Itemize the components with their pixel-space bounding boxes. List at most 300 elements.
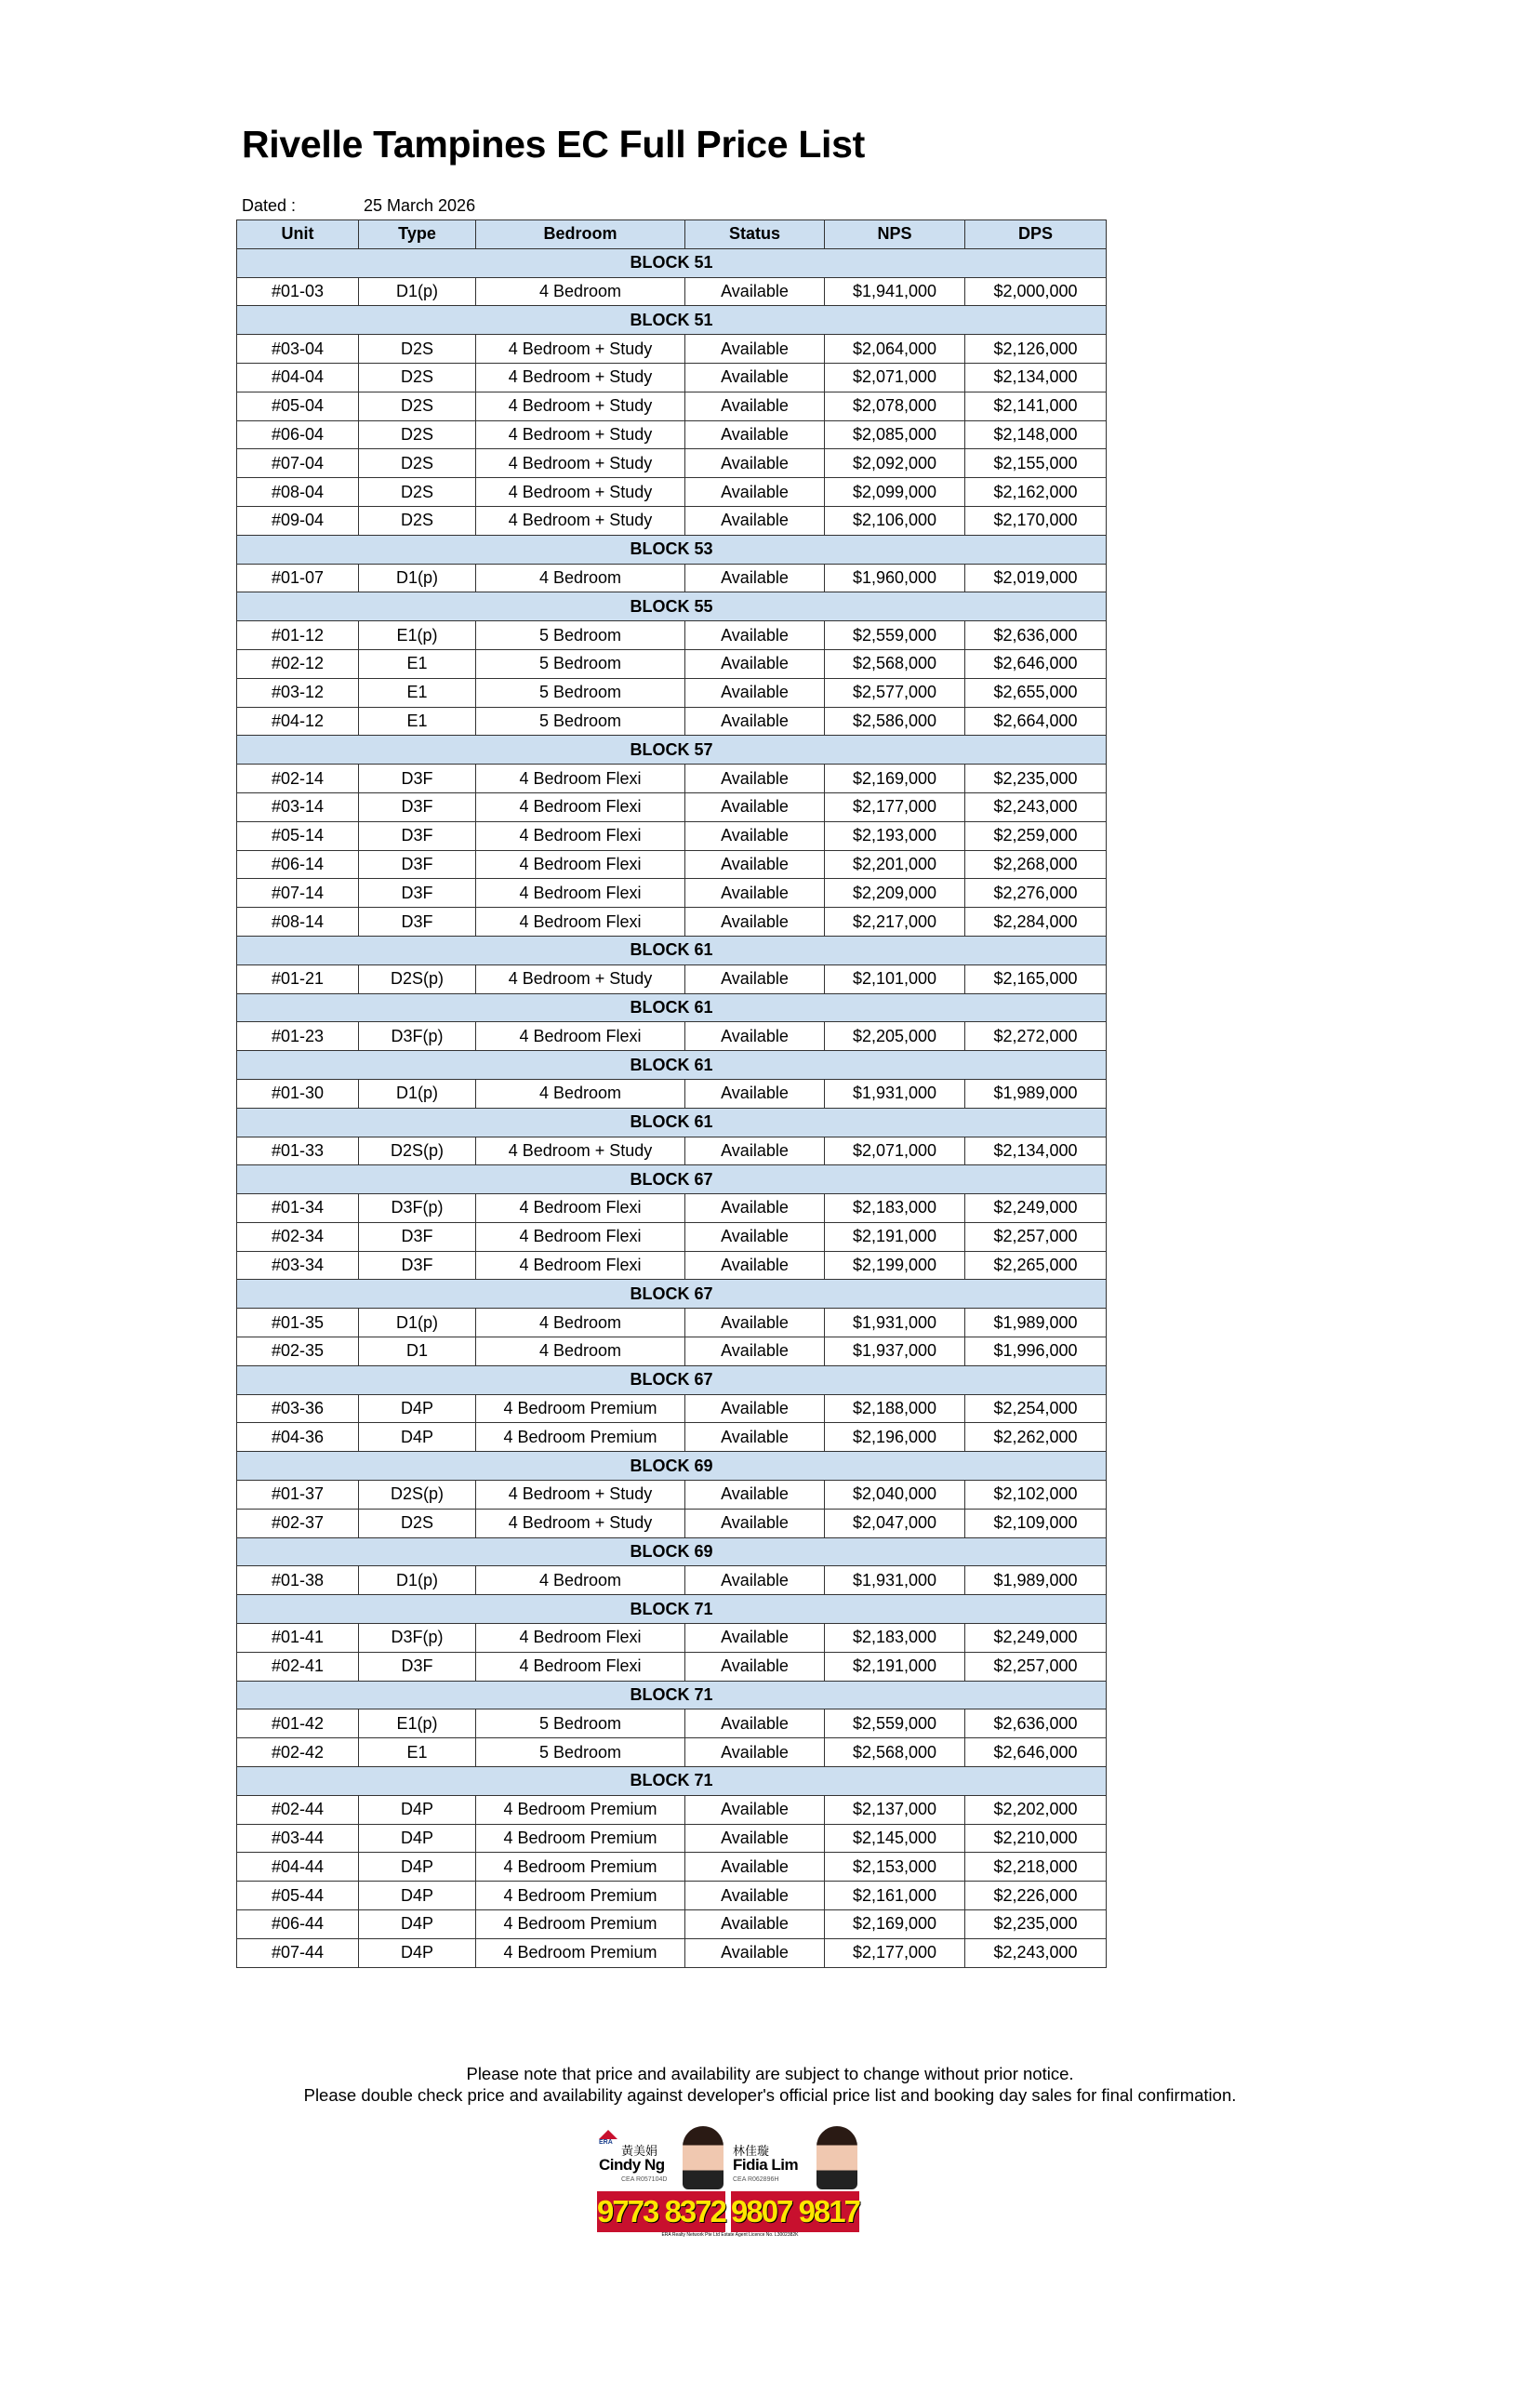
cell-nps: $2,092,000 (825, 449, 965, 478)
table-row (237, 420, 1107, 449)
disclaimer-line: Please note that price and availability are subject to change without prior notice. (466, 2064, 1074, 2083)
block-header-row (237, 1280, 1107, 1309)
block-header-row (237, 1108, 1107, 1137)
cell-type: E1 (359, 678, 476, 707)
cell-type: D1(p) (359, 1079, 476, 1108)
dated-line (242, 196, 475, 216)
cell-bedroom: 4 Bedroom Flexi (476, 908, 685, 937)
cell-status: Available (685, 1481, 825, 1510)
table-row (237, 678, 1107, 707)
cell-type: D2S (359, 363, 476, 392)
cell-status: Available (685, 420, 825, 449)
table-row (237, 1509, 1107, 1537)
cell-unit: #03-12 (237, 678, 359, 707)
cell-unit: #07-04 (237, 449, 359, 478)
cell-unit: #03-44 (237, 1824, 359, 1853)
cell-nps: $1,960,000 (825, 564, 965, 592)
block-label: BLOCK 61 (237, 936, 1107, 964)
block-header-row (237, 736, 1107, 765)
cell-type: E1 (359, 707, 476, 736)
cell-dps: $1,989,000 (965, 1566, 1107, 1595)
cell-dps: $2,254,000 (965, 1394, 1107, 1423)
table-row (237, 850, 1107, 879)
disclaimer-line: Please double check price and availability against developer's official price list and booking day sales for final confirmation. (303, 2085, 1237, 2105)
table-row (237, 1251, 1107, 1280)
cell-nps: $2,071,000 (825, 1137, 965, 1165)
cell-nps: $2,199,000 (825, 1251, 965, 1280)
cell-dps: $2,210,000 (965, 1824, 1107, 1853)
cell-type: D1(p) (359, 1309, 476, 1337)
cell-unit: #01-30 (237, 1079, 359, 1108)
cell-status: Available (685, 1137, 825, 1165)
cell-bedroom: 4 Bedroom Flexi (476, 1624, 685, 1653)
cell-type: D2S (359, 1509, 476, 1537)
cell-bedroom: 4 Bedroom Premium (476, 1910, 685, 1939)
table-row (237, 765, 1107, 793)
cell-type: E1(p) (359, 621, 476, 650)
cell-nps: $2,177,000 (825, 1938, 965, 1967)
block-label: BLOCK 71 (237, 1767, 1107, 1796)
table-row (237, 1394, 1107, 1423)
cell-dps: $2,134,000 (965, 363, 1107, 392)
cell-status: Available (685, 707, 825, 736)
cell-status: Available (685, 1309, 825, 1337)
cell-status: Available (685, 1079, 825, 1108)
cell-dps: $2,134,000 (965, 1137, 1107, 1165)
cell-nps: $2,201,000 (825, 850, 965, 879)
cell-bedroom: 4 Bedroom (476, 564, 685, 592)
cell-unit: #03-04 (237, 335, 359, 364)
cell-dps: $2,218,000 (965, 1853, 1107, 1882)
cell-bedroom: 5 Bedroom (476, 678, 685, 707)
cell-nps: $1,931,000 (825, 1309, 965, 1337)
block-header-row (237, 592, 1107, 621)
block-label: BLOCK 57 (237, 736, 1107, 765)
table-row (237, 1022, 1107, 1051)
cell-dps: $2,165,000 (965, 964, 1107, 993)
cell-unit: #01-21 (237, 964, 359, 993)
cell-nps: $2,196,000 (825, 1423, 965, 1452)
cell-status: Available (685, 449, 825, 478)
block-header-row (237, 1051, 1107, 1080)
cell-unit: #04-36 (237, 1423, 359, 1452)
cell-nps: $2,145,000 (825, 1824, 965, 1853)
block-header-row (237, 1595, 1107, 1624)
table-row (237, 1624, 1107, 1653)
cell-type: D3F (359, 792, 476, 821)
cell-unit: #01-38 (237, 1566, 359, 1595)
cell-bedroom: 4 Bedroom Premium (476, 1824, 685, 1853)
cell-type: D2S(p) (359, 964, 476, 993)
cell-bedroom: 4 Bedroom Premium (476, 1423, 685, 1452)
cell-type: D2S (359, 478, 476, 507)
cell-dps: $2,257,000 (965, 1652, 1107, 1681)
dated-label: Dated : (242, 196, 297, 215)
cell-nps: $2,183,000 (825, 1624, 965, 1653)
cell-nps: $2,169,000 (825, 765, 965, 793)
block-label: BLOCK 53 (237, 535, 1107, 564)
cell-dps: $2,272,000 (965, 1022, 1107, 1051)
agent-name: Cindy Ng (599, 2156, 665, 2174)
cell-nps: $2,559,000 (825, 621, 965, 650)
cell-unit: #02-12 (237, 649, 359, 678)
cell-bedroom: 4 Bedroom Flexi (476, 792, 685, 821)
cell-dps: $2,148,000 (965, 420, 1107, 449)
cell-type: D3F (359, 879, 476, 908)
cell-dps: $2,262,000 (965, 1423, 1107, 1452)
cell-unit: #01-07 (237, 564, 359, 592)
cell-nps: $2,064,000 (825, 335, 965, 364)
cell-type: D2S (359, 420, 476, 449)
cell-unit: #04-12 (237, 707, 359, 736)
table-row (237, 964, 1107, 993)
cell-status: Available (685, 821, 825, 850)
cell-dps: $2,276,000 (965, 879, 1107, 908)
cell-status: Available (685, 363, 825, 392)
cell-status: Available (685, 1738, 825, 1767)
cell-dps: $2,155,000 (965, 449, 1107, 478)
cell-dps: $2,284,000 (965, 908, 1107, 937)
cell-dps: $2,170,000 (965, 506, 1107, 535)
cell-unit: #01-33 (237, 1137, 359, 1165)
cell-unit: #01-42 (237, 1709, 359, 1738)
cell-status: Available (685, 335, 825, 364)
cell-bedroom: 5 Bedroom (476, 621, 685, 650)
block-label: BLOCK 71 (237, 1595, 1107, 1624)
cell-unit: #02-42 (237, 1738, 359, 1767)
cell-type: D2S(p) (359, 1137, 476, 1165)
cell-status: Available (685, 1509, 825, 1537)
cell-status: Available (685, 765, 825, 793)
cell-bedroom: 4 Bedroom Premium (476, 1795, 685, 1824)
cell-status: Available (685, 1824, 825, 1853)
table-row (237, 1079, 1107, 1108)
cell-bedroom: 4 Bedroom (476, 277, 685, 306)
cell-dps: $2,141,000 (965, 392, 1107, 420)
cell-status: Available (685, 850, 825, 879)
cell-unit: #02-37 (237, 1509, 359, 1537)
cell-dps: $2,259,000 (965, 821, 1107, 850)
cell-status: Available (685, 1795, 825, 1824)
cell-type: D1(p) (359, 1566, 476, 1595)
cell-status: Available (685, 1251, 825, 1280)
cell-nps: $2,078,000 (825, 392, 965, 420)
licence-text: ERA Realty Network Pte Ltd Estate Agent Licence No. L3002382K (661, 2232, 799, 2238)
cell-bedroom: 5 Bedroom (476, 1709, 685, 1738)
agent-phone: 9807 9817 (731, 2191, 859, 2232)
cell-nps: $2,188,000 (825, 1394, 965, 1423)
cell-bedroom: 4 Bedroom Flexi (476, 1194, 685, 1223)
cell-bedroom: 4 Bedroom + Study (476, 1509, 685, 1537)
cell-unit: #06-04 (237, 420, 359, 449)
block-label: BLOCK 55 (237, 592, 1107, 621)
table-row (237, 1309, 1107, 1337)
cell-status: Available (685, 1853, 825, 1882)
block-label: BLOCK 69 (237, 1452, 1107, 1481)
cell-dps: $2,000,000 (965, 277, 1107, 306)
table-row (237, 707, 1107, 736)
table-row (237, 1882, 1107, 1910)
cell-nps: $2,191,000 (825, 1222, 965, 1251)
cell-status: Available (685, 392, 825, 420)
cell-bedroom: 4 Bedroom + Study (476, 964, 685, 993)
cell-nps: $2,559,000 (825, 1709, 965, 1738)
cell-nps: $2,071,000 (825, 363, 965, 392)
table-row (237, 649, 1107, 678)
cell-unit: #02-35 (237, 1337, 359, 1366)
block-label: BLOCK 61 (237, 1051, 1107, 1080)
cell-nps: $2,047,000 (825, 1509, 965, 1537)
cell-nps: $2,177,000 (825, 792, 965, 821)
cell-dps: $2,249,000 (965, 1624, 1107, 1653)
cell-unit: #02-14 (237, 765, 359, 793)
cell-unit: #02-41 (237, 1652, 359, 1681)
cell-unit: #05-04 (237, 392, 359, 420)
cell-unit: #06-44 (237, 1910, 359, 1939)
cell-dps: $2,268,000 (965, 850, 1107, 879)
table-row (237, 1824, 1107, 1853)
cell-type: D3F(p) (359, 1194, 476, 1223)
block-label: BLOCK 71 (237, 1681, 1107, 1709)
cell-dps: $2,019,000 (965, 564, 1107, 592)
cell-bedroom: 4 Bedroom Flexi (476, 821, 685, 850)
disclaimer (0, 2063, 1540, 2106)
agent-name: Fidia Lim (733, 2156, 799, 2174)
cell-dps: $1,996,000 (965, 1337, 1107, 1366)
cell-dps: $1,989,000 (965, 1309, 1107, 1337)
cell-bedroom: 4 Bedroom (476, 1337, 685, 1366)
cell-type: D4P (359, 1910, 476, 1939)
cell-nps: $2,209,000 (825, 879, 965, 908)
block-header-row (237, 1452, 1107, 1481)
cell-bedroom: 4 Bedroom + Study (476, 449, 685, 478)
block-header-row (237, 993, 1107, 1022)
table-row (237, 1566, 1107, 1595)
cell-unit: #05-14 (237, 821, 359, 850)
cell-status: Available (685, 1394, 825, 1423)
block-header-row (237, 1365, 1107, 1394)
block-header-row (237, 1165, 1107, 1194)
page-title: Rivelle Tampines EC Full Price List (242, 123, 866, 166)
cell-status: Available (685, 964, 825, 993)
cell-nps: $2,106,000 (825, 506, 965, 535)
cell-type: D1(p) (359, 564, 476, 592)
cell-bedroom: 5 Bedroom (476, 649, 685, 678)
agent-photo (683, 2126, 724, 2189)
cell-type: D2S (359, 335, 476, 364)
cell-dps: $2,243,000 (965, 792, 1107, 821)
cell-nps: $2,577,000 (825, 678, 965, 707)
cell-unit: #03-34 (237, 1251, 359, 1280)
cell-status: Available (685, 1910, 825, 1939)
column-header-dps: DPS (965, 220, 1107, 249)
table-row (237, 363, 1107, 392)
cell-type: D3F (359, 850, 476, 879)
cell-type: D4P (359, 1938, 476, 1967)
block-header-row (237, 1681, 1107, 1709)
cell-dps: $1,989,000 (965, 1079, 1107, 1108)
agent-banner (597, 2124, 863, 2238)
cell-type: D3F(p) (359, 1022, 476, 1051)
cell-bedroom: 4 Bedroom Flexi (476, 1022, 685, 1051)
cell-bedroom: 4 Bedroom Premium (476, 1882, 685, 1910)
cell-bedroom: 4 Bedroom + Study (476, 392, 685, 420)
cell-unit: #01-34 (237, 1194, 359, 1223)
cell-status: Available (685, 1423, 825, 1452)
cell-status: Available (685, 1882, 825, 1910)
cell-bedroom: 4 Bedroom Flexi (476, 1222, 685, 1251)
table-row (237, 564, 1107, 592)
cell-status: Available (685, 1938, 825, 1967)
cell-bedroom: 4 Bedroom Premium (476, 1938, 685, 1967)
cell-bedroom: 4 Bedroom + Study (476, 506, 685, 535)
cell-status: Available (685, 1194, 825, 1223)
cell-nps: $2,193,000 (825, 821, 965, 850)
table-row (237, 1738, 1107, 1767)
cell-nps: $2,040,000 (825, 1481, 965, 1510)
column-header-status: Status (685, 220, 825, 249)
cell-unit: #06-14 (237, 850, 359, 879)
cell-type: E1 (359, 649, 476, 678)
table-row (237, 1652, 1107, 1681)
cell-bedroom: 4 Bedroom Premium (476, 1394, 685, 1423)
cell-type: E1(p) (359, 1709, 476, 1738)
table-row (237, 1194, 1107, 1223)
cell-bedroom: 4 Bedroom Flexi (476, 1652, 685, 1681)
cell-nps: $2,191,000 (825, 1652, 965, 1681)
cell-nps: $2,205,000 (825, 1022, 965, 1051)
cell-bedroom: 4 Bedroom + Study (476, 1481, 685, 1510)
cell-dps: $2,664,000 (965, 707, 1107, 736)
block-label: BLOCK 61 (237, 993, 1107, 1022)
cell-bedroom: 4 Bedroom + Study (476, 363, 685, 392)
cell-status: Available (685, 277, 825, 306)
table-row (237, 792, 1107, 821)
cell-unit: #03-14 (237, 792, 359, 821)
table-row (237, 1910, 1107, 1939)
cell-status: Available (685, 1624, 825, 1653)
column-header-bedroom: Bedroom (476, 220, 685, 249)
cell-type: D2S (359, 449, 476, 478)
cell-nps: $2,169,000 (825, 1910, 965, 1939)
cell-nps: $1,931,000 (825, 1079, 965, 1108)
column-header-type: Type (359, 220, 476, 249)
table-row (237, 478, 1107, 507)
block-label: BLOCK 67 (237, 1365, 1107, 1394)
era-logo: ERA (599, 2130, 617, 2154)
cell-type: D3F (359, 765, 476, 793)
table-row (237, 392, 1107, 420)
block-header-row (237, 248, 1107, 277)
cell-unit: #01-23 (237, 1022, 359, 1051)
table-row (237, 621, 1107, 650)
cell-dps: $2,243,000 (965, 1938, 1107, 1967)
cell-type: D4P (359, 1394, 476, 1423)
cell-type: D4P (359, 1853, 476, 1882)
agent-cea: CEA R062896H (733, 2176, 779, 2183)
cell-type: D1(p) (359, 277, 476, 306)
cell-unit: #01-37 (237, 1481, 359, 1510)
cell-status: Available (685, 621, 825, 650)
cell-unit: #01-03 (237, 277, 359, 306)
cell-bedroom: 4 Bedroom Flexi (476, 1251, 685, 1280)
cell-unit: #08-14 (237, 908, 359, 937)
cell-dps: $2,646,000 (965, 649, 1107, 678)
cell-dps: $2,655,000 (965, 678, 1107, 707)
cell-status: Available (685, 1337, 825, 1366)
price-list-table (236, 219, 1107, 1968)
cell-bedroom: 5 Bedroom (476, 1738, 685, 1767)
cell-dps: $2,636,000 (965, 1709, 1107, 1738)
table-header-row (237, 220, 1107, 249)
cell-dps: $2,249,000 (965, 1194, 1107, 1223)
table-row (237, 506, 1107, 535)
cell-nps: $2,099,000 (825, 478, 965, 507)
cell-nps: $2,183,000 (825, 1194, 965, 1223)
block-label: BLOCK 51 (237, 306, 1107, 335)
block-label: BLOCK 61 (237, 1108, 1107, 1137)
cell-bedroom: 4 Bedroom Flexi (476, 850, 685, 879)
cell-dps: $2,646,000 (965, 1738, 1107, 1767)
cell-dps: $2,109,000 (965, 1509, 1107, 1537)
cell-bedroom: 4 Bedroom + Study (476, 1137, 685, 1165)
cell-nps: $2,568,000 (825, 649, 965, 678)
cell-unit: #01-12 (237, 621, 359, 650)
cell-nps: $2,217,000 (825, 908, 965, 937)
block-header-row (237, 535, 1107, 564)
cell-dps: $2,636,000 (965, 621, 1107, 650)
cell-dps: $2,126,000 (965, 335, 1107, 364)
block-header-row (237, 1767, 1107, 1796)
table-row (237, 1423, 1107, 1452)
cell-unit: #03-36 (237, 1394, 359, 1423)
dated-value: 25 March 2026 (364, 196, 476, 215)
cell-dps: $2,102,000 (965, 1481, 1107, 1510)
cell-unit: #08-04 (237, 478, 359, 507)
cell-type: D3F (359, 1652, 476, 1681)
cell-dps: $2,265,000 (965, 1251, 1107, 1280)
block-label: BLOCK 51 (237, 248, 1107, 277)
agent-card-fidia (731, 2124, 861, 2238)
cell-dps: $2,235,000 (965, 1910, 1107, 1939)
cell-nps: $2,153,000 (825, 1853, 965, 1882)
cell-type: D4P (359, 1423, 476, 1452)
agent-photo (816, 2126, 857, 2189)
cell-status: Available (685, 678, 825, 707)
cell-unit: #04-44 (237, 1853, 359, 1882)
cell-bedroom: 4 Bedroom + Study (476, 420, 685, 449)
cell-type: D4P (359, 1795, 476, 1824)
cell-dps: $2,257,000 (965, 1222, 1107, 1251)
agent-chinese-name: 黃美娟 (621, 2144, 658, 2158)
cell-nps: $1,941,000 (825, 277, 965, 306)
cell-type: D3F(p) (359, 1624, 476, 1653)
cell-nps: $2,161,000 (825, 1882, 965, 1910)
cell-nps: $2,137,000 (825, 1795, 965, 1824)
block-header-row (237, 936, 1107, 964)
cell-status: Available (685, 564, 825, 592)
cell-status: Available (685, 1652, 825, 1681)
cell-dps: $2,226,000 (965, 1882, 1107, 1910)
cell-type: D3F (359, 1251, 476, 1280)
agent-chinese-name: 林佳璇 (733, 2144, 770, 2158)
table-body (237, 248, 1107, 1967)
cell-nps: $1,931,000 (825, 1566, 965, 1595)
cell-dps: $2,162,000 (965, 478, 1107, 507)
cell-unit: #02-34 (237, 1222, 359, 1251)
table-row (237, 1337, 1107, 1366)
cell-bedroom: 4 Bedroom (476, 1309, 685, 1337)
